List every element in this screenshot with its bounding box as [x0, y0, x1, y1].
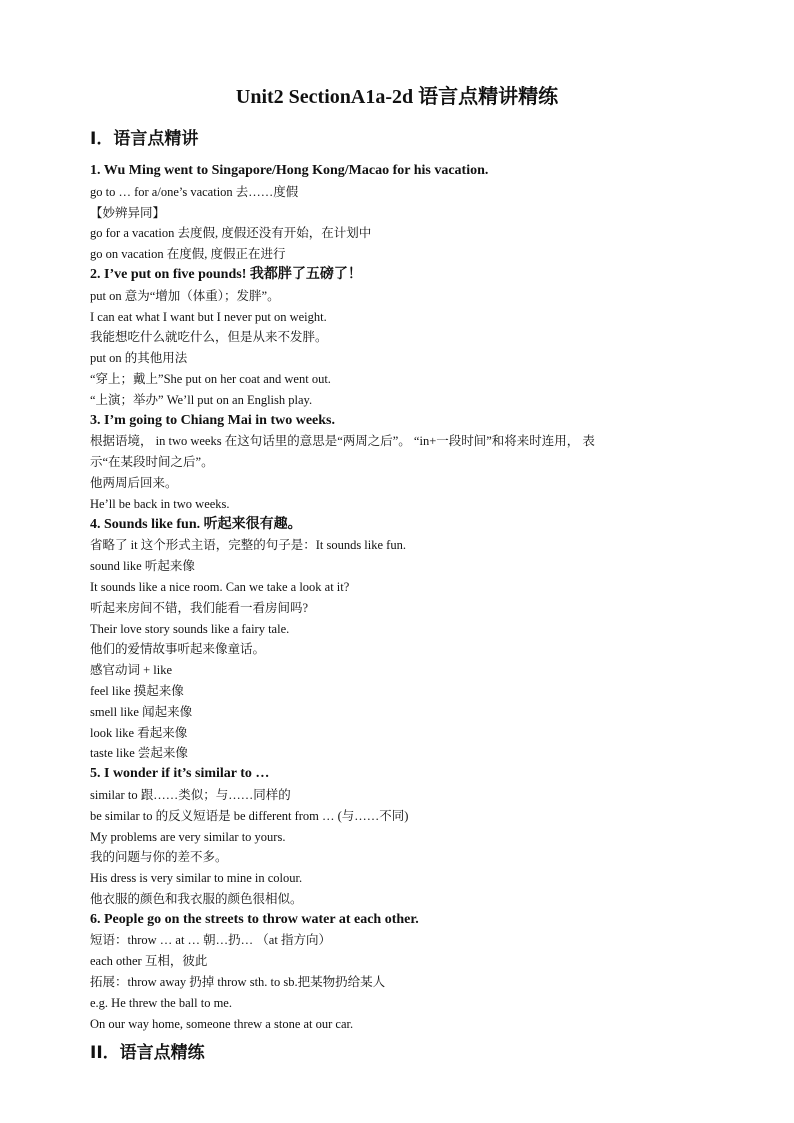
document-title: Unit2 SectionA1a-2d 语言点精讲精练: [235, 86, 559, 108]
document-body: [90, 161, 710, 1034]
point-heading: 5. I wonder if it’s similar to …: [90, 766, 270, 782]
text-line: put on 意为“增加（体重）；发胖”。: [90, 288, 280, 303]
section-heading-2: II．语言点精练: [90, 1043, 205, 1063]
text-line: It sounds like a nice room. Can we take a look at it?: [90, 579, 350, 594]
text-line: feel like 摸起来像: [90, 683, 184, 698]
text-line: He’ll be back in two weeks.: [90, 496, 230, 511]
text-line: 听起来房间不错，我们能看一看房间吗?: [90, 600, 309, 615]
text-line: 根据语境， in two weeks 在这句话里的意思是“两周之后”。 “in+一段时间”和将来时连用， 表: [90, 434, 595, 449]
text-line: 【妙辨异同】: [90, 205, 166, 220]
text-line: be similar to 的反义短语是 be different from … (与……不同): [90, 808, 409, 823]
text-line: smell like 闻起来像: [90, 704, 193, 719]
text-line: go on vacation 在度假, 度假正在进行: [90, 247, 286, 262]
text-line: go to … for a/one’s vacation 去……度假: [90, 184, 299, 199]
text-line: “穿上；戴上”She put on her coat and went out.: [90, 371, 331, 386]
text-line: 他们的爱情故事听起来像童话。: [90, 642, 266, 657]
point-heading: 6. People go on the streets to throw water at each other.: [90, 911, 419, 927]
text-line: similar to 跟……类似；与……同样的: [90, 787, 291, 802]
text-line: each other 互相，彼此: [90, 954, 208, 969]
text-line: taste like 尝起来像: [90, 746, 188, 761]
text-line: 他衣服的颜色和我衣服的颜色很相似。: [90, 891, 303, 906]
text-line: I can eat what I want but I never put on weight.: [90, 309, 327, 324]
text-line: sound like 听起来像: [90, 559, 195, 574]
text-line: 拓展：throw away 扔掉 throw sth. to sb.把某物扔给某人: [90, 975, 386, 990]
point-heading: 1. Wu Ming went to Singapore/Hong Kong/Macao for his vacation.: [90, 163, 489, 178]
text-line: go for a vacation 去度假, 度假还没有开始，在计划中: [90, 226, 372, 241]
text-line: put on 的其他用法: [90, 351, 188, 366]
text-line: e.g. He threw the ball to me.: [90, 995, 232, 1010]
text-line: My problems are very similar to yours.: [90, 829, 286, 844]
text-line: 我的问题与你的差不多。: [90, 850, 228, 865]
text-line: look like 看起来像: [90, 725, 188, 740]
text-line: 感官动词 + like: [90, 663, 173, 678]
text-line: His dress is very similar to mine in colour.: [90, 871, 303, 886]
point-heading: 4. Sounds like fun. 听起来很有趣。: [90, 516, 302, 532]
point-heading: 3. I’m going to Chiang Mai in two weeks.: [90, 412, 336, 428]
text-line: Their love story sounds like a fairy tale.: [90, 621, 290, 636]
text-line: On our way home, someone threw a stone at our car.: [90, 1016, 354, 1031]
point-heading: 2. I’ve put on five pounds! 我都胖了五磅了！: [90, 266, 362, 282]
text-line: 示“在某段时间之后”。: [90, 455, 214, 470]
section-heading-1: I．语言点精讲: [90, 129, 199, 149]
text-line: 短语：throw … at … 朝…扔… （at 指方向）: [90, 933, 331, 948]
text-line: “上演；举办” We’ll put on an English play.: [90, 392, 313, 407]
text-line: 他两周后回来。: [90, 475, 178, 490]
text-line: 我能想吃什么就吃什么，但是从来不发胖。: [90, 330, 328, 345]
text-line: 省略了 it 这个形式主语，完整的句子是：It sounds like fun.: [90, 538, 406, 553]
